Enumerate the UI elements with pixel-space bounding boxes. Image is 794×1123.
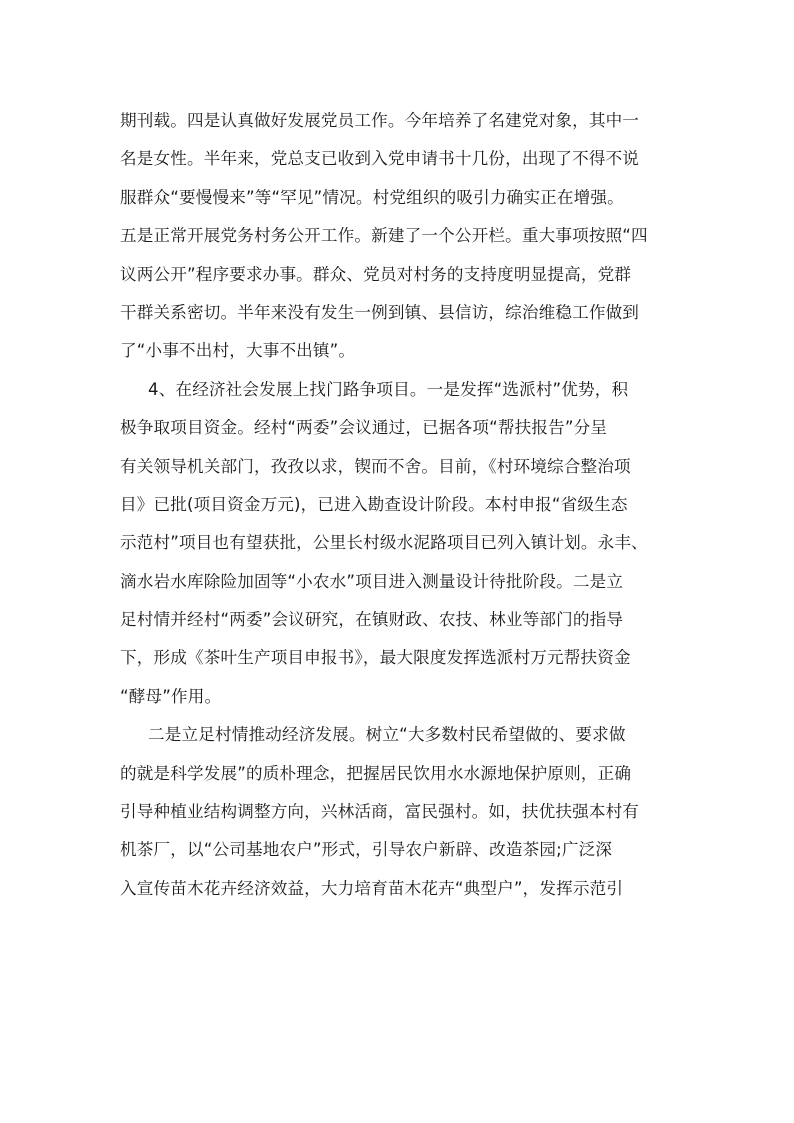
- text-line: 机茶厂，以“公司基地农户”形式，引导农户新辟、改造茶园;广泛深: [120, 840, 613, 860]
- text-line: “酵母”作用。: [120, 686, 222, 706]
- text-line: 下，形成《茶叶生产项目申报书》，最大限度发挥选派村万元帮扶资金: [120, 648, 631, 668]
- text-line: 期刊载。四是认真做好发展党员工作。今年培养了名建党对象，其中一: [120, 111, 640, 130]
- text-line: 4、在经济社会发展上找门路争项目。一是发挥“选派村”优势，积: [148, 379, 629, 399]
- text-line: 极争取项目资金。经村“两委”会议通过，已据各项“帮扶报告”分呈: [120, 418, 608, 438]
- text-line: 干群关系密切。半年来没有发生一例到镇、县信访，综治维稳工作做到: [120, 302, 640, 322]
- text-line: 入宣传苗木花卉经济效益，大力培育苗木花卉“典型户”，发挥示范引: [120, 878, 624, 898]
- text-line: 足村情并经村“两委”会议研究，在镇财政、农技、林业等部门的指导: [120, 610, 624, 630]
- text-line: 的就是科学发展”的质朴理念，把握居民饮用水水源地保护原则，正确: [120, 763, 632, 783]
- text-line: 五是正常开展党务村务公开工作。新建了一个公开栏。重大事项按照“四: [120, 226, 648, 246]
- document-body: [120, 102, 680, 908]
- text-line: 滴水岩水库除险加固等“小农水”项目进入测量设计待批阶段。二是立: [120, 571, 624, 591]
- text-line: 示范村”项目也有望获批，公里长村级水泥路项目已列入镇计划。永丰、: [120, 533, 648, 553]
- text-line: 名是女性。半年来，党总支已收到入党申请书十几份，出现了不得不说: [120, 149, 640, 169]
- text-line: 目》已批(项目资金万元)，已进入勘查设计阶段。本村申报“省级生态: [120, 494, 628, 514]
- text-line: 了“小事不出村，大事不出镇”。: [120, 341, 356, 361]
- text-line: 引导种植业结构调整方向，兴林活商，富民强村。如，扶优扶强本村有: [120, 802, 640, 822]
- text-line: 二是立足村情推动经济发展。树立“大多数村民希望做的、要求做: [148, 725, 626, 745]
- text-line: 服群众“要慢慢来”等“罕见”情况。村党组织的吸引力确实正在增强。: [120, 187, 624, 207]
- text-line: 有关领导机关部门，孜孜以求，锲而不舍。目前，《村环境综合整治项: [120, 456, 631, 476]
- text-line: 议两公开”程序要求办事。群众、党员对村务的支持度明显提高，党群: [120, 264, 632, 284]
